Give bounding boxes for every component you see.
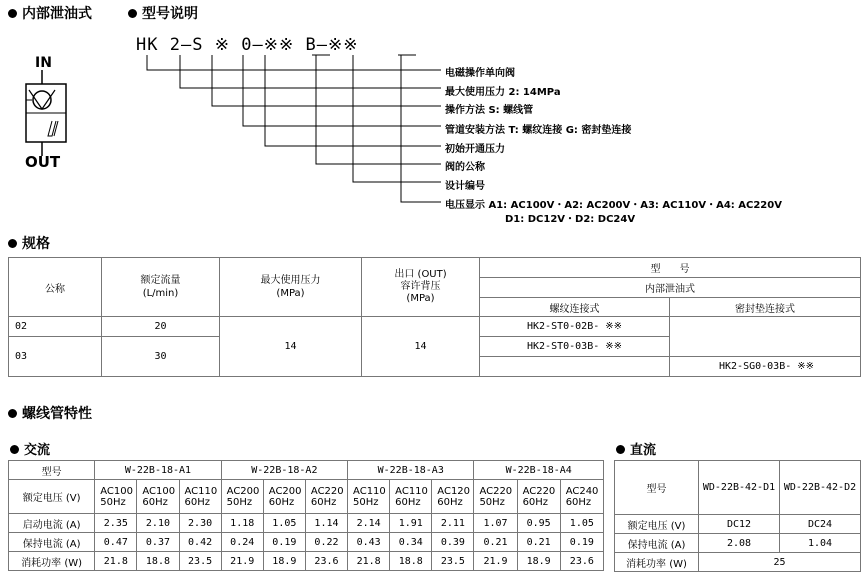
ac-cell: 1.91 [390,514,432,533]
ac-cell: 0.95 [517,514,560,533]
frequency-value: 60Hz [437,496,463,508]
ac-voltage-cell [95,480,137,514]
relief-heading-text: 内部泄油式 [22,6,92,22]
dc-cell-power: 25 [699,553,861,572]
spec-header-nominal: 公称 [9,258,102,317]
code-char: ※ [279,35,295,55]
ac-voltage-cell [263,480,305,514]
voltage-value: AC110 [395,485,428,497]
spec-header-thread: 螺纹连接式 [480,298,670,317]
ac-cell: 18.9 [517,552,560,571]
code-char: — [181,35,193,55]
frequency-value: 50Hz [100,496,126,508]
dc-table [614,460,861,572]
ac-cell: 0.22 [305,533,347,552]
ac-cell: 21.9 [474,552,517,571]
ac-cell: 2.10 [137,514,179,533]
voltage-value: AC240 [565,485,599,497]
dc-data-row [615,515,861,534]
frequency-value: 60Hz [395,496,421,508]
dc-model-name: WD-22B-42-D2 [780,461,861,515]
spec-table [8,257,861,377]
desc-line: 阀的公称 [445,162,485,173]
ac-cell: 0.39 [432,533,474,552]
ac-cell: 0.37 [137,533,179,552]
spec-cell-empty [670,317,861,357]
ac-cell: 23.6 [560,552,603,571]
ac-cell: 23.5 [432,552,474,571]
ac-row-label: 保持电流 (A) [9,533,95,552]
dc-model-name: WD-22B-42-D1 [699,461,780,515]
frequency-value: 60Hz [268,496,295,508]
code-char: 0 [241,35,253,55]
code-char: S [192,35,204,55]
code-char: B [305,35,317,55]
ac-voltage-cell [390,480,432,514]
ac-voltage-cell [348,480,390,514]
ac-cell: 1.07 [474,514,517,533]
ac-cell: 18.8 [137,552,179,571]
solenoid-heading-text: 螺线管特性 [22,406,92,422]
voltage-value: AC220 [522,485,556,497]
spec-cell-flow: 30 [102,337,220,377]
ac-cell: 21.8 [348,552,390,571]
spec-cell-nominal: 02 [9,317,102,337]
ac-voltage-cell [517,480,560,514]
ac-voltage-cell [221,480,263,514]
code-char: ※ [328,35,344,55]
frequency-value: 60Hz [142,496,168,508]
ac-cell: 0.24 [221,533,263,552]
dc-cell: DC24 [780,515,861,534]
ac-cell: 0.43 [348,533,390,552]
ac-cell: 0.42 [179,533,221,552]
desc-line: 电压显示 A1: AC100V・A2: AC200V・A3: AC110V・A4: AC220V [445,200,782,211]
voltage-value: AC120 [437,485,471,497]
ac-cell: 1.05 [263,514,305,533]
ac-cell: 18.8 [390,552,432,571]
code-char: 2 [169,35,181,55]
ac-voltage-cell [137,480,179,514]
dc-heading [616,439,656,458]
ac-cell: 2.35 [95,514,137,533]
ac-voltage-cell [560,480,603,514]
frequency-value: 60Hz [565,496,592,508]
voltage-value: AC100 [100,485,133,497]
frequency-value: 60Hz [184,496,211,508]
ac-cell: 0.34 [390,533,432,552]
dc-heading-text: 直流 [630,443,657,458]
voltage-value: AC220 [479,485,513,497]
spec-header-model: 型 号 [480,258,861,278]
desc-line: 管道安装方法 T: 螺纹连接 G: 密封垫连接 [445,125,632,136]
spec-cell-pressure: 14 [220,317,362,377]
spec-cell-nominal: 03 [9,337,102,377]
ac-model-name: W-22B-18-A2 [221,461,347,480]
dc-data-row [615,534,861,553]
ac-voltage-cell [305,480,347,514]
dc-row-label: 消耗功率 (W) [615,553,699,572]
ac-cell: 1.05 [560,514,603,533]
ac-model-name: W-22B-18-A1 [95,461,221,480]
ac-cell: 21.8 [95,552,137,571]
bullet-icon [8,409,17,418]
ac-voltage-cell [432,480,474,514]
code-char: K [147,35,159,55]
desc-line: 操作方法 S: 螺线管 [445,105,534,116]
ac-cell: 1.18 [221,514,263,533]
voltage-value: AC220 [310,485,344,497]
ac-cell: 18.9 [263,552,305,571]
ac-heading-text: 交流 [24,443,51,458]
ac-cell: 21.9 [221,552,263,571]
desc-line: D1: DC12V・D2: DC24V [505,214,636,225]
ac-cell: 2.11 [432,514,474,533]
spec-header-flow: 额定流量 (L/min) [102,258,220,317]
ac-cell: 0.19 [560,533,603,552]
ac-voltage-label: 额定电压 (V) [9,480,95,514]
ac-voltage-cell [474,480,517,514]
desc-line: 电磁操作单向阀 [445,68,515,79]
dc-cell: DC12 [699,515,780,534]
frequency-value: 60Hz [310,496,337,508]
symbol-in-label: IN [35,55,52,71]
solenoid-heading [8,403,92,423]
ac-cell: 23.6 [305,552,347,571]
voltage-value: AC100 [142,485,176,497]
code-char: ※ [343,35,359,55]
spec-cell-gasket-model: HK2-SG0-03B- ※※ [670,357,861,377]
ac-cell: 2.14 [348,514,390,533]
ac-table [8,460,604,571]
code-char: H [136,35,148,55]
desc-line: 最大使用压力 2: 14MPa [445,87,561,98]
bullet-icon [8,239,17,248]
ac-data-row [9,533,604,552]
model-explain-heading-text: 型号说明 [142,6,198,22]
ac-voltage-cell [179,480,221,514]
desc-line: 设计编号 [445,181,485,192]
code-char: ※ [263,35,279,55]
ac-cell: 0.21 [474,533,517,552]
ac-model-name: W-22B-18-A3 [348,461,474,480]
frequency-value: 50Hz [226,496,253,508]
voltage-value: AC110 [353,485,386,497]
frequency-value: 50Hz [353,496,379,508]
spec-header-back-pressure: 出口 (OUT) 容许背压 (MPa) [362,258,480,317]
spec-header-gasket: 密封垫连接式 [670,298,861,317]
ac-model-name: W-22B-18-A4 [474,461,604,480]
spec-heading [8,233,50,253]
voltage-value: AC200 [268,485,302,497]
dc-row-label: 保持电流 (A) [615,534,699,553]
spec-cell-flow: 20 [102,317,220,337]
bullet-icon [616,445,625,454]
voltage-value: AC110 [184,485,218,497]
ac-cell: 23.5 [179,552,221,571]
ac-cell: 0.47 [95,533,137,552]
symbol-out-label: OUT [25,153,61,171]
spec-header-relief: 内部泄油式 [480,278,861,298]
ac-cell: 0.21 [517,533,560,552]
code-char: ※ [214,35,230,55]
ac-heading [10,439,50,458]
dc-cell: 1.04 [780,534,861,553]
ac-row-label: 消耗功率 (W) [9,552,95,571]
code-char: — [252,35,264,55]
dc-header-model: 型号 [615,461,699,515]
dc-row-label: 额定电压 (V) [615,515,699,534]
desc-line: 初始开通压力 [445,144,505,155]
dc-data-row [615,553,861,572]
ac-header-model: 型号 [9,461,95,480]
ac-cell: 0.19 [263,533,305,552]
ac-row-label: 启动电流 (A) [9,514,95,533]
spec-cell-thread-model: HK2-ST0-03B- ※※ [480,337,670,357]
ac-cell: 1.14 [305,514,347,533]
spec-heading-text: 规格 [22,236,50,252]
bullet-icon [10,445,19,454]
frequency-value: 60Hz [522,496,549,508]
voltage-value: AC200 [226,485,260,497]
spec-header-pressure: 最大使用压力 (MPa) [220,258,362,317]
spec-cell-thread-model: HK2-ST0-02B- ※※ [480,317,670,337]
spec-cell-empty [480,357,670,377]
dc-cell: 2.08 [699,534,780,553]
ac-cell: 2.30 [179,514,221,533]
ac-data-row [9,552,604,571]
ac-data-row [9,514,604,533]
frequency-value: 50Hz [479,496,505,508]
code-char: — [316,35,328,55]
ac-voltage-row [9,480,604,514]
spec-cell-back-pressure: 14 [362,317,480,377]
